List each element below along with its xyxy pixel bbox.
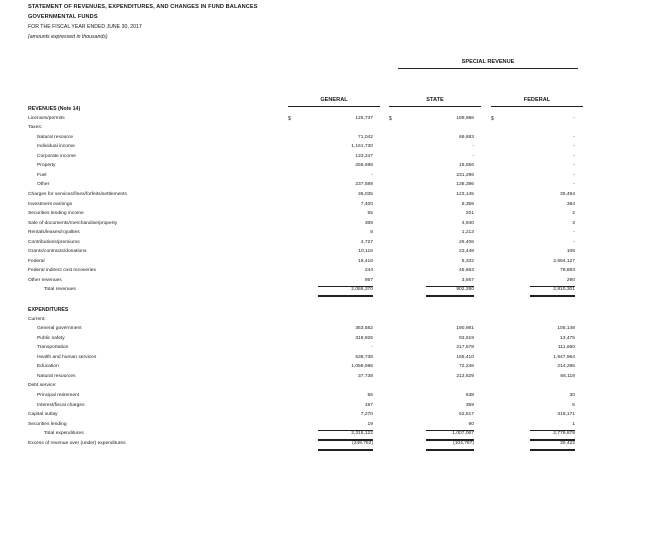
federal-value: 1	[530, 420, 575, 431]
federal-value: 111,660	[558, 345, 575, 350]
row-label: Natural resources	[37, 374, 76, 379]
row-label: Other revenues	[28, 278, 62, 283]
row-label: Excess of revenue over (under) expenditures	[28, 441, 126, 446]
table-row	[0, 429, 647, 439]
table-row	[0, 123, 647, 133]
table-row	[0, 209, 647, 219]
row-label: General government	[37, 326, 82, 331]
row-label: Principal retirement	[37, 393, 80, 398]
federal-value: 290	[530, 276, 575, 287]
state-column-header: STATE	[426, 97, 444, 103]
table-row	[0, 228, 647, 238]
section-heading-row	[0, 305, 647, 315]
general-value: 197	[364, 403, 373, 408]
spacer-row	[0, 295, 647, 305]
row-label: Transportation	[37, 345, 69, 350]
row-label: Individual income	[37, 144, 75, 149]
state-value: 3,667	[426, 276, 474, 287]
row-label: Contributions/premiums	[28, 240, 80, 245]
general-value: 37,738	[358, 374, 373, 379]
table-row	[0, 161, 647, 171]
amounts-note: (amounts expressed in thousands)	[28, 34, 108, 40]
row-label: Federal indirect cost recoveries	[28, 268, 96, 273]
federal-value: 35,494	[560, 192, 575, 197]
general-value: 18,416	[358, 259, 373, 264]
general-value: 957	[318, 276, 373, 287]
row-label: Total expenditures	[44, 431, 84, 436]
state-value: 213,629	[456, 374, 474, 379]
state-value: 69,683	[459, 135, 474, 140]
general-value: 7,400	[360, 202, 373, 207]
federal-value: 2,694,127	[553, 259, 575, 264]
row-label: Debt service:	[28, 383, 57, 388]
row-label: Taxes:	[28, 125, 43, 130]
currency-symbol: $	[288, 116, 291, 122]
row-label: Sale of documents/merchandise/property	[28, 221, 118, 226]
state-value: 72,246	[459, 364, 474, 369]
general-value: 71,042	[358, 135, 373, 140]
federal-value: -	[573, 230, 575, 235]
federal-value: 108	[566, 249, 575, 254]
general-value: 2,065,370	[318, 285, 373, 297]
fiscal-period: FOR THE FISCAL YEAR ENDED JUNE 30, 2017	[28, 24, 142, 30]
general-value: -	[371, 345, 373, 350]
row-label: Fuel	[37, 173, 47, 178]
federal-value: -	[573, 135, 575, 140]
row-label: Corporate income	[37, 154, 76, 159]
state-value: 18,556	[459, 163, 474, 168]
table-row	[0, 381, 647, 391]
general-value: 353,582	[355, 326, 373, 331]
state-value: 6,332	[461, 259, 474, 264]
federal-value: -	[573, 163, 575, 168]
federal-value: 30,422	[530, 439, 575, 451]
state-value: 26,406	[459, 240, 474, 245]
table-row	[0, 190, 647, 200]
federal-value: -	[573, 116, 575, 121]
federal-value: 1,947,964	[553, 355, 575, 360]
federal-value: -	[573, 144, 575, 149]
state-value: 138,386	[456, 182, 474, 187]
federal-value: 214,285	[557, 364, 575, 369]
state-value: 201	[465, 211, 474, 216]
federal-value: -	[573, 154, 575, 159]
row-label: Charges for services/fines/forfeits/settlements	[28, 192, 127, 197]
state-value: 217,578	[456, 345, 474, 350]
federal-value: -	[573, 182, 575, 187]
general-value: 8	[370, 230, 373, 235]
special-revenue-header: SPECIAL REVENUE	[461, 59, 515, 65]
state-value: 1,213	[461, 230, 474, 235]
general-value: 538,738	[355, 355, 373, 360]
state-value: 4,940	[461, 221, 474, 226]
table-row	[0, 439, 647, 449]
row-label: Interest/fiscal charges	[37, 403, 85, 408]
state-value: 93,619	[459, 336, 474, 341]
federal-value: -	[573, 173, 575, 178]
state-value: 52,517	[459, 412, 474, 417]
general-value: 1,058,596	[351, 364, 373, 369]
row-label: Capital outlay	[28, 412, 58, 417]
federal-value: 2	[572, 211, 575, 216]
general-value: 10,116	[358, 249, 373, 254]
state-value: -	[472, 144, 474, 149]
general-value: 133,247	[355, 154, 373, 159]
general-value: 258,698	[355, 163, 373, 168]
row-label: Total revenues	[44, 287, 76, 292]
state-value: 45,663	[459, 268, 474, 273]
federal-value: 2,810,301	[530, 285, 575, 297]
general-column-header: GENERAL	[320, 97, 348, 103]
row-label: Education	[37, 364, 59, 369]
table-row	[0, 362, 647, 372]
general-value: 318,926	[355, 336, 373, 341]
federal-value: 30	[569, 393, 575, 398]
row-label: REVENUES (Note 14)	[28, 106, 81, 112]
statement-title: STATEMENT OF REVENUES, EXPENDITURES, AND CHANGES IN FUND BALANCES	[28, 4, 258, 10]
general-value: 7,270	[360, 412, 373, 417]
federal-value: 13,475	[560, 336, 575, 341]
state-value: 90	[426, 420, 474, 431]
federal-value: 384	[566, 202, 575, 207]
table-row	[0, 247, 647, 257]
state-value: 123,145	[456, 192, 474, 197]
statement-subtitle: GOVERNMENTAL FUNDS	[28, 14, 98, 20]
row-label: Investment earnings	[28, 202, 73, 207]
general-value: 244	[364, 268, 373, 273]
federal-value: -	[573, 240, 575, 245]
federal-value: 3	[572, 221, 575, 226]
row-label: Licenses/permits	[28, 116, 65, 121]
row-label: Natural resource	[37, 135, 74, 140]
federal-value: 2,779,879	[530, 429, 575, 441]
general-value: 125,737	[355, 116, 373, 121]
general-value: 56	[367, 393, 373, 398]
general-value: 4,727	[360, 240, 373, 245]
state-value: 1,007,067	[426, 429, 474, 441]
state-value: 902,280	[426, 285, 474, 297]
state-value: 199,986	[456, 116, 474, 121]
table-row	[0, 285, 647, 295]
general-value: 19	[318, 420, 373, 431]
table-row	[0, 343, 647, 353]
row-label: EXPENDITURES	[28, 307, 69, 313]
state-value: 23,448	[459, 249, 474, 254]
state-value: 231,296	[456, 173, 474, 178]
row-label: Securities lending	[28, 422, 67, 427]
general-value: 1,161,730	[351, 144, 373, 149]
general-value: 237,589	[355, 182, 373, 187]
state-value: -	[472, 154, 474, 159]
federal-value: 105,148	[557, 326, 575, 331]
row-label: Current:	[28, 317, 46, 322]
row-label: Other	[37, 182, 50, 187]
federal-value: 319,171	[557, 412, 575, 417]
table-row	[0, 180, 647, 190]
row-label: Federal	[28, 259, 45, 264]
federal-value: 79,893	[560, 268, 575, 273]
general-value: 55	[367, 211, 373, 216]
table-row	[0, 324, 647, 334]
row-label: Health and human services	[37, 355, 97, 360]
state-value: 638	[465, 393, 474, 398]
general-value: 2,315,122	[318, 429, 373, 441]
federal-value: 6	[572, 403, 575, 408]
row-label: Securities lending income	[28, 211, 84, 216]
row-label: Grants/contracts/donations	[28, 249, 87, 254]
row-label: Property	[37, 163, 56, 168]
general-value: 36,035	[358, 192, 373, 197]
federal-value: 66,119	[560, 374, 575, 379]
currency-symbol: $	[491, 116, 494, 122]
table-row	[0, 391, 647, 401]
special-revenue-rule	[398, 68, 578, 69]
row-label: Rentals/leases/royalties	[28, 230, 80, 235]
row-label: Public safety	[37, 336, 65, 341]
general-value: -	[371, 173, 373, 178]
state-value: 9,358	[461, 202, 474, 207]
table-row	[0, 142, 647, 152]
general-value: 369	[364, 221, 373, 226]
state-value: 359	[465, 403, 474, 408]
currency-symbol: $	[389, 116, 392, 122]
federal-column-header: FEDERAL	[523, 97, 551, 103]
state-value: (104,787)	[426, 439, 474, 451]
table-row	[0, 266, 647, 276]
table-row	[0, 410, 647, 420]
general-value: (249,752)	[318, 439, 373, 451]
state-value: 165,410	[456, 355, 474, 360]
state-value: 190,981	[456, 326, 474, 331]
section-heading-row	[0, 104, 647, 114]
